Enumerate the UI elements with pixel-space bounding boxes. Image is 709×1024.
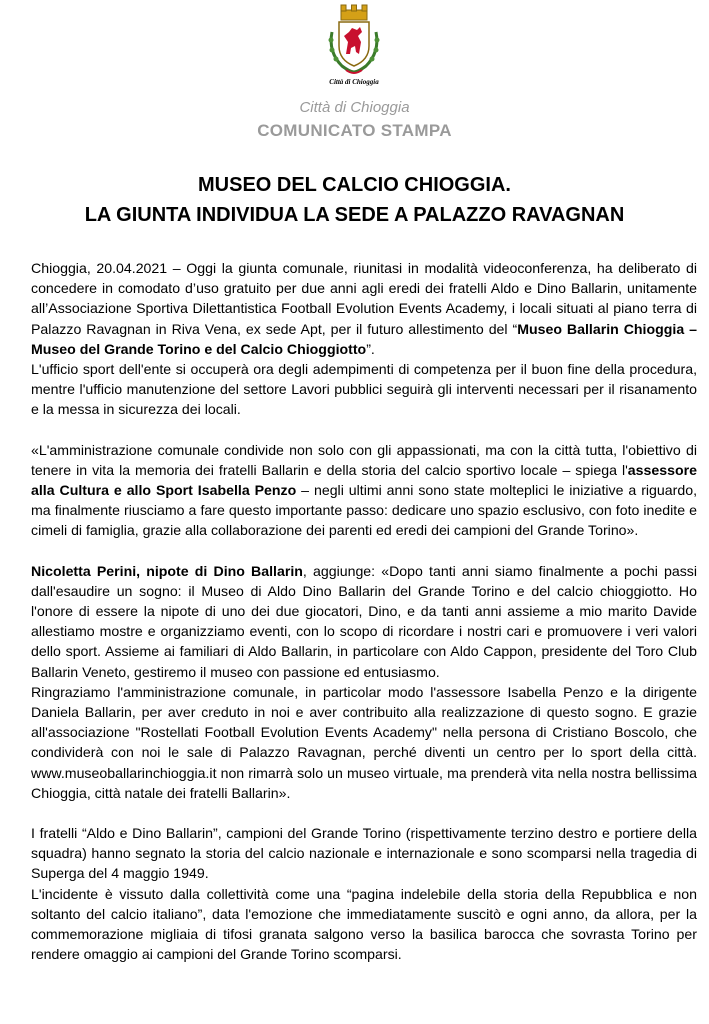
logo-caption: Città di Chioggia	[329, 78, 379, 86]
paragraph-5: Ringraziamo l'amministrazione comunale, in particolar modo l'assessore Isabella Penzo e la dirigente Daniela Ballarin, per aver creduto in noi e aver contribuito alla realizzazione di questo sogno. E grazie all'associazione "Rostellati Football Evolution Events Academy" nella persona di Cristiano Boscolo, che condividerà con noi le sale di Palazzo Ravagnan, perché diventi un centro per lo sport della città. www.museoballarinchioggia.it non rimarrà solo un museo virtuale, ma prenderà vita nella nostra bellissima Chioggia, città natale dei fratelli Ballarin».	[31, 683, 697, 801]
paragraph-1	[31, 258, 697, 359]
paragraph-3-end: – negli ultimi anni sono state molteplici le iniziative a riguardo, ma finalmente riusciamo a fare questo importante passo: dedicare uno spazio esclusivo, con foto inedite e cimeli di famiglia, grazie alla collaborazione dei parenti ed eredi dei campioni del Grande Torino».	[31, 482, 697, 539]
paragraph-3	[31, 440, 697, 541]
paragraph-7: L'incidente è vissuto dalla collettività come una “pagina indelebile della storia della Repubblica e non soltanto del calcio italiano”, data l'emozione che immediatamente suscitò e ogni anno, da allora, per la commemorazione migliaia di tifosi granata salgono verso la basilica barocca che sovrasta Torino per rendere omaggio ai campioni del Grande Torino scomparsi.	[31, 885, 697, 963]
page-title	[0, 170, 709, 230]
article-body	[31, 258, 697, 965]
press-release-label: COMUNICATO STAMPA	[257, 121, 452, 140]
city-crest-logo	[322, 2, 386, 86]
paragraph-3-text: «L'amministrazione comunale condivide non solo con gli appassionati, ma con la città tutta, l'obiettivo di tenere in vita la memoria dei fratelli Ballarin e della storia del calcio sportivo locale – spiega l'	[31, 441, 697, 478]
paragraph-2: L'ufficio sport dell'ente si occuperà ora degli adempimenti di competenza per il buon fine della procedura, mentre l'ufficio manutenzione del settore Lavori pubblici seguirà gli interventi necessari per il risanamento e la messa in sicurezza dei locali.	[31, 361, 697, 418]
paragraph-4	[31, 561, 697, 682]
paragraph-1-text: Chioggia, 20.04.2021 – Oggi la giunta comunale, riunitasi in modalità videoconferenza, ha deliberato di concedere in comodato d’uso gratuito per due anni agli eredi dei fratelli Aldo e Dino Ballarin, unitamente all’Associazione Sportiva Dilettantistica Football Evolution Events Academy, i locali situati al piano terra di Palazzo Ravagnan in Riva Vena, ex sede Apt, per il futuro allestimento del “	[31, 260, 697, 337]
paragraph-1-end: ”.	[366, 340, 375, 357]
city-header: Città di Chioggia	[299, 99, 410, 116]
title-line-1: MUSEO DEL CALCIO CHIOGGIA.	[198, 174, 511, 196]
title-line-2: LA GIUNTA INDIVIDUA LA SEDE A PALAZZO RAVAGNAN	[84, 204, 625, 226]
assessore-name: assessore alla Cultura e allo Sport Isabella Penzo	[31, 461, 697, 499]
paragraph-4-text: , aggiunge: «Dopo tanti anni siamo finalmente a pochi passi dall'esaudire un sogno: il Museo di Aldo Dino Ballarin del Grande Torino e del calcio chioggiotto. Ho l'onore di essere la nipote di uno dei due giocatori, Dino, e da tanti anni assieme a mio marito Davide allestiamo mostre e organizziamo eventi, con lo scopo di ricordare i nostri cari e promuovere i veri valori dello sport. Assieme ai familiari di Aldo Ballarin, in particolare con Aldo Cappon, presidente del Toro Club Ballarin Veneto, gestiremo il museo con passione ed entusiasmo.	[31, 562, 697, 680]
speaker-name: Nicoletta Perini, nipote di Dino Ballarin	[31, 562, 303, 579]
paragraph-6: I fratelli “Aldo e Dino Ballarin”, campioni del Grande Torino (rispettivamente terzino destro e portiere della squadra) hanno segnato la storia del calcio nazionale e internazionale e sono scomparsi nella tragedia di Superga del 4 maggio 1949.	[31, 825, 697, 882]
museum-name: Museo Ballarin Chioggia – Museo del Grande Torino e del Calcio Chioggiotto	[31, 320, 697, 357]
